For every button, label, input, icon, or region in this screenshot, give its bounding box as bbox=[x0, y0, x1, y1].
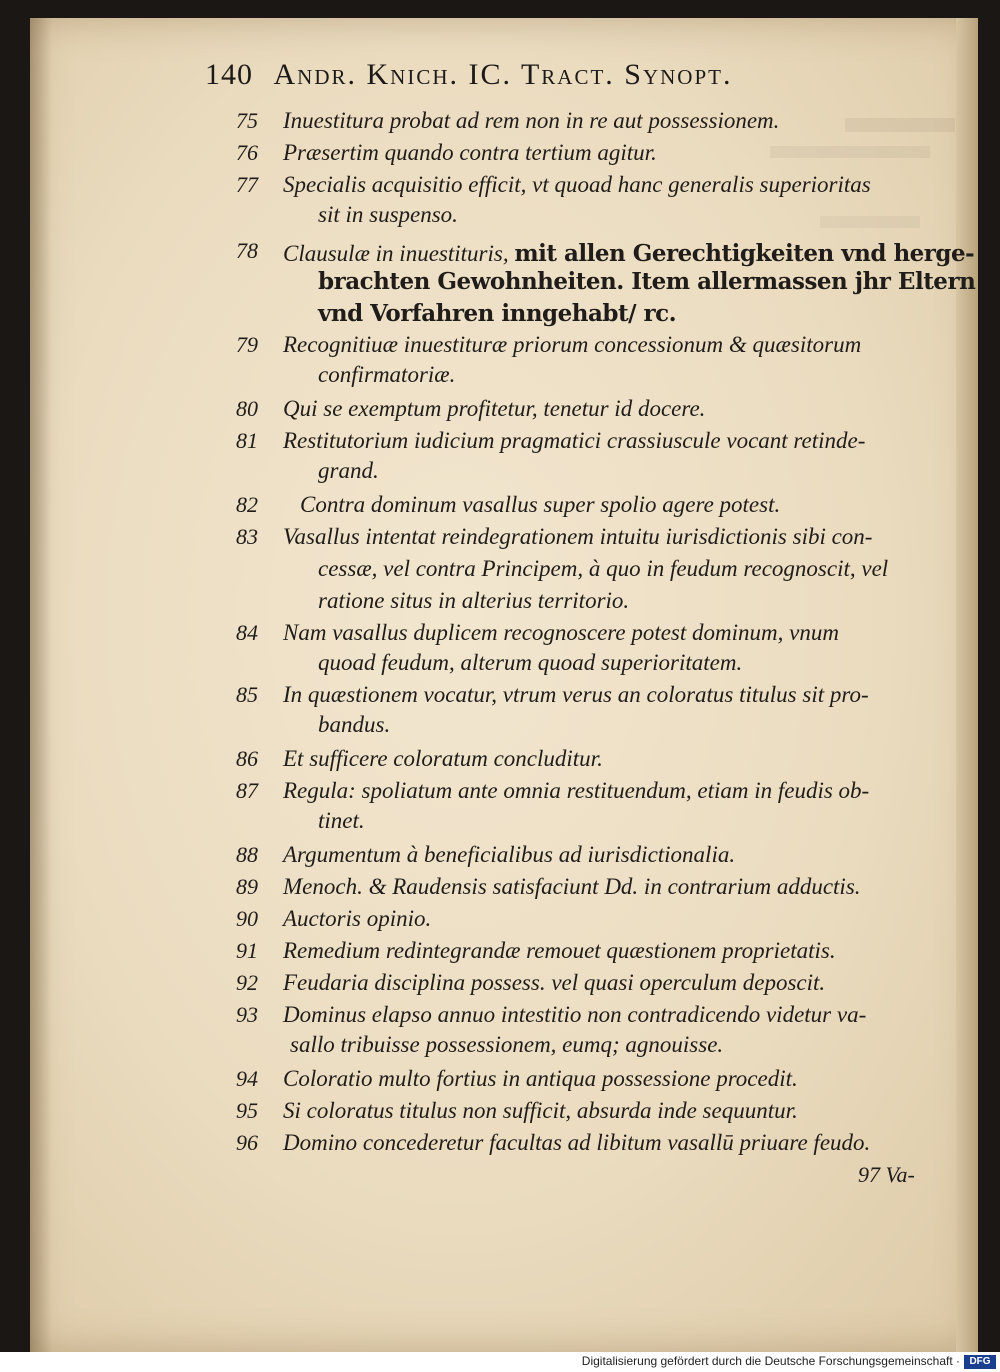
entry-text-continued: sit in suspenso. bbox=[318, 202, 458, 227]
entry-number: 75 bbox=[236, 108, 258, 133]
page-edge bbox=[956, 18, 978, 1352]
entry-text: Argumentum à beneficialibus ad iurisdictionalia. bbox=[283, 842, 736, 867]
page-number: 140 bbox=[205, 58, 253, 91]
entry-text: In quæstionem vocatur, vtrum verus an coloratus titulus sit pro- bbox=[283, 682, 869, 707]
entry-number: 78 bbox=[236, 238, 258, 263]
entry-text: Domino concederetur facultas ad libitum vasallū priuare feudo. bbox=[283, 1130, 871, 1155]
entry-text bbox=[283, 240, 974, 267]
running-title: Andr. Knich. IC. Tract. Synopt. bbox=[273, 58, 733, 91]
entry-text-blackletter: mit allen Gerechtigkeiten vnd herge- bbox=[514, 240, 975, 267]
entry-number: 96 bbox=[236, 1130, 258, 1155]
entry-text: Restitutorium iudicium pragmatici crassiuscule vocant retinde- bbox=[283, 428, 866, 453]
entry-text-continued: confirmatoriæ. bbox=[318, 362, 456, 387]
entry-number: 86 bbox=[236, 746, 258, 771]
entry-text: Vasallus intentat reindegrationem intuitu iurisdictionis sibi con- bbox=[283, 524, 873, 549]
digitization-footer bbox=[0, 1352, 1000, 1372]
entry-text-continued: tinet. bbox=[318, 808, 365, 833]
entry-text: Inuestitura probat ad rem non in re aut possessionem. bbox=[283, 108, 780, 133]
entry-text: Coloratio multo fortius in antiqua possessione procedit. bbox=[283, 1066, 798, 1091]
entry-number: 81 bbox=[236, 428, 258, 453]
entry-text: Menoch. & Raudensis satisfaciunt Dd. in contrarium adductis. bbox=[283, 874, 861, 899]
entry-number: 76 bbox=[236, 140, 258, 165]
entry-text-continued: cessæ, vel contra Principem, à quo in feudum recognoscit, vel bbox=[318, 556, 889, 581]
entry-number: 88 bbox=[236, 842, 258, 867]
entry-number: 80 bbox=[236, 396, 258, 421]
entry-number: 90 bbox=[236, 906, 258, 931]
entry-text-continued: ratione situs in alterius territorio. bbox=[318, 588, 630, 613]
entry-text-continued: quoad feudum, alterum quoad superioritatem. bbox=[318, 650, 743, 675]
entry-number: 77 bbox=[236, 172, 258, 197]
entry-text: Feudaria disciplina possess. vel quasi operculum deposcit. bbox=[283, 970, 826, 995]
entry-number: 82 bbox=[236, 492, 258, 517]
dfg-logo: DFG bbox=[964, 1355, 996, 1369]
entry-number: 83 bbox=[236, 524, 258, 549]
entry-text: Contra dominum vasallus super spolio agere potest. bbox=[300, 492, 781, 517]
show-through bbox=[845, 118, 955, 132]
show-through bbox=[820, 216, 920, 228]
entry-text: Nam vasallus duplicem recognoscere potest dominum, vnum bbox=[283, 620, 839, 645]
entry-text: Remedium redintegrandæ remouet quæstionem proprietatis. bbox=[283, 938, 836, 963]
footer-credit: Digitalisierung gefördert durch die Deutsche Forschungsgemeinschaft · bbox=[581, 1354, 960, 1368]
entry-number: 89 bbox=[236, 874, 258, 899]
entry-number: 95 bbox=[236, 1098, 258, 1123]
entry-text: Dominus elapso annuo intestitio non contradicendo videtur va- bbox=[283, 1002, 867, 1027]
entry-number: 85 bbox=[236, 682, 258, 707]
entry-text-continued: grand. bbox=[318, 458, 379, 483]
entry-text: Si coloratus titulus non sufficit, absurda inde sequuntur. bbox=[283, 1098, 798, 1123]
entry-text-blackletter: vnd Vorfahren inngehabt/ rc. bbox=[318, 300, 677, 327]
entry-number: 92 bbox=[236, 970, 258, 995]
entry-text: Præsertim quando contra tertium agitur. bbox=[283, 140, 657, 165]
entry-text-latin: Clausulæ in inuestituris, bbox=[283, 241, 509, 266]
entry-text: Auctoris opinio. bbox=[283, 906, 432, 931]
entry-number: 93 bbox=[236, 1002, 258, 1027]
entry-text: Qui se exemptum profitetur, tenetur id docere. bbox=[283, 396, 706, 421]
entry-text: Recognitiuæ inuestituræ priorum concessionum & quæsitorum bbox=[283, 332, 862, 357]
entry-text-continued: sallo tribuisse possessionem, eumq; agnouisse. bbox=[290, 1032, 724, 1057]
entry-text-blackletter: brachten Gewohnheiten. Item allermassen jhr Eltern bbox=[318, 268, 976, 295]
entry-number: 79 bbox=[236, 332, 258, 357]
entry-number: 84 bbox=[236, 620, 258, 645]
entry-text: Regula: spoliatum ante omnia restituendum, etiam in feudis ob- bbox=[283, 778, 870, 803]
entry-number: 94 bbox=[236, 1066, 258, 1091]
entry-text-continued: bandus. bbox=[318, 712, 391, 737]
entry-text: Et sufficere coloratum concluditur. bbox=[283, 746, 603, 771]
running-header bbox=[205, 58, 905, 92]
entry-number: 87 bbox=[236, 778, 258, 803]
entry-text: Specialis acquisitio efficit, vt quoad hanc generalis superioritas bbox=[283, 172, 871, 197]
entry-number: 91 bbox=[236, 938, 258, 963]
catchword: 97 Va- bbox=[858, 1162, 915, 1187]
show-through bbox=[770, 146, 930, 158]
